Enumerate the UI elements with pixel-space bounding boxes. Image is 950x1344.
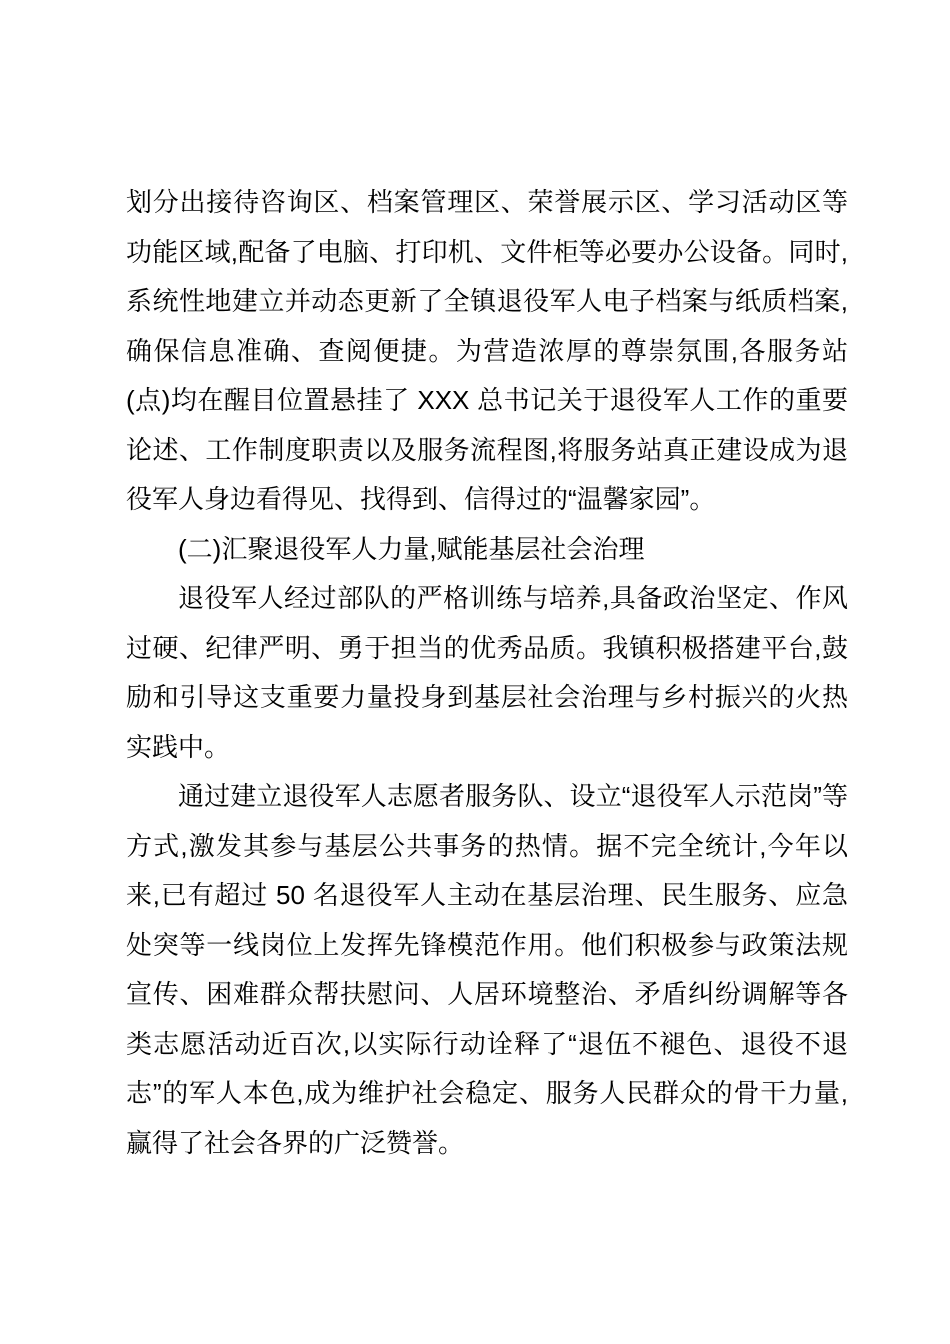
body-paragraph: 退役军人经过部队的严格训练与培养,具备政治坚定、作风过硬、纪律严明、勇于担当的优秀品质。我镇积极搭建平台,鼓励和引导这支重要力量投身到基层社会治理与乡村振兴的火热实践中。 (126, 583, 848, 762)
document-body (126, 178, 848, 1168)
body-paragraph-continued: 划分出接待咨询区、档案管理区、荣誉展示区、学习活动区等功能区域,配备了电脑、打印机、文件柜等必要办公设备。同时,系统性地建立并动态更新了全镇退役军人电子档案与纸质档案,确保信息准确、查阅便捷。为营造浓厚的尊崇氛围,各服务站(点)均在醒目位置悬挂了 XXX 总书记关于退役军人工作的重要论述、工作制度职责以及服务流程图,将服务站真正建设成为退役军人身边看得见、找得到、信得过的“温馨家园”。 (126, 187, 848, 514)
section-heading: (二)汇聚退役军人力量,赋能基层社会治理 (178, 533, 645, 564)
body-paragraph: 通过建立退役军人志愿者服务队、设立“退役军人示范岗”等方式,激发其参与基层公共事务的热情。据不完全统计,今年以来,已有超过 50 名退役军人主动在基层治理、民生服务、应急处突等一线岗位上发挥先锋模范作用。他们积极参与政策法规宣传、困难群众帮扶慰问、人居环境整治、矛盾纠纷调解等各类志愿活动近百次,以实际行动诠释了“退伍不褪色、退役不退志”的军人本色,成为维护社会稳定、服务人民群众的骨干力量,赢得了社会各界的广泛赞誉。 (126, 781, 848, 1158)
